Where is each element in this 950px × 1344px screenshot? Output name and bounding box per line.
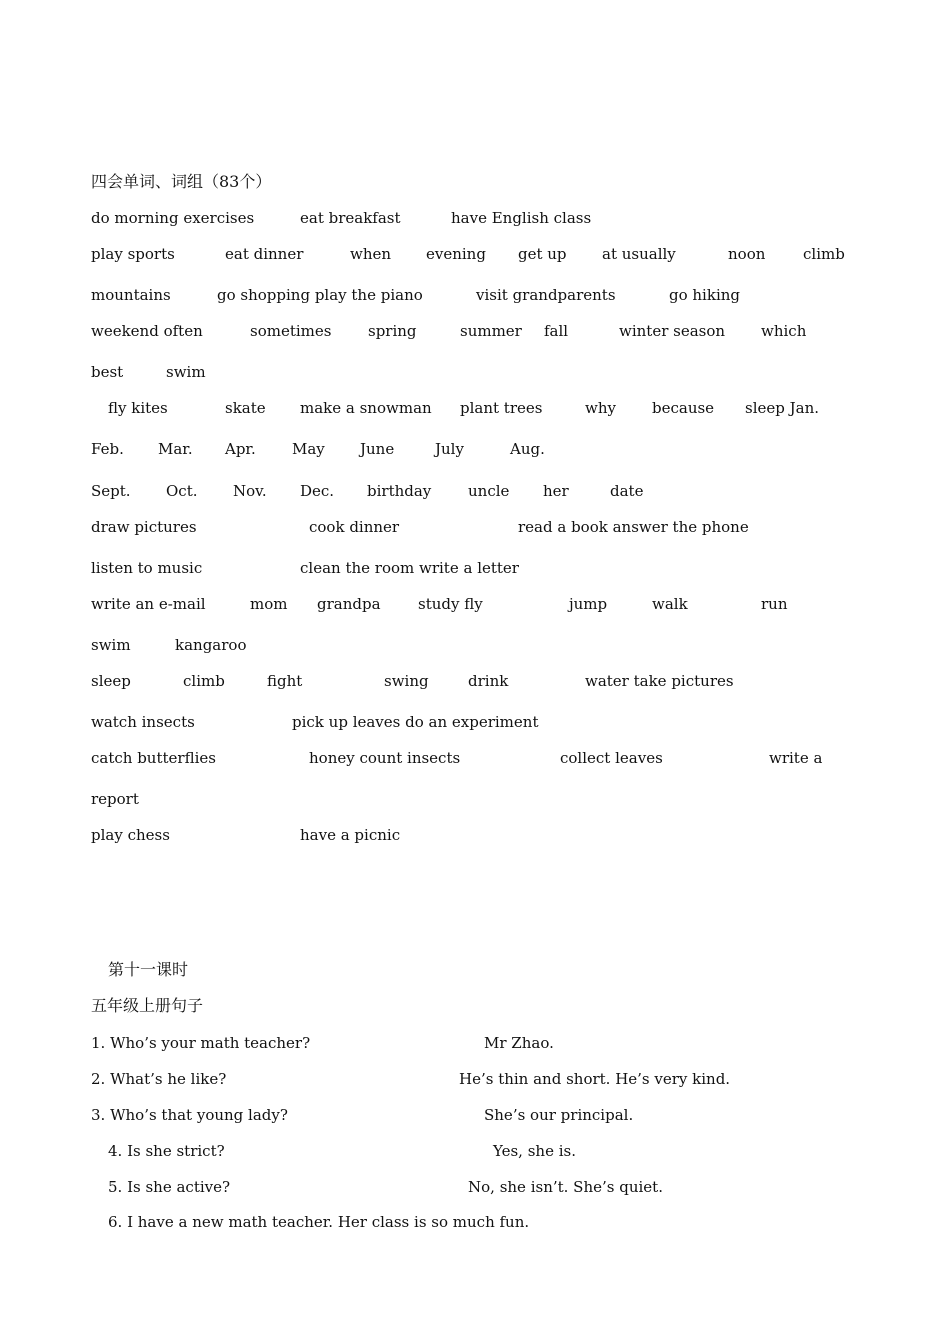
sentence-question: 6. I have a new math teacher. Her class is so much fun. bbox=[108, 1213, 530, 1231]
vocab-item: because bbox=[652, 399, 715, 417]
vocab-item: eat dinner bbox=[225, 245, 304, 263]
vocab-item: run bbox=[761, 595, 788, 613]
vocab-item: write a bbox=[769, 749, 823, 767]
vocab-item: weekend often bbox=[91, 322, 203, 340]
sentence-question: 3. Who’s that young lady? bbox=[91, 1106, 288, 1124]
vocab-item: report bbox=[91, 790, 139, 808]
vocab-item: summer bbox=[460, 322, 522, 340]
vocab-item: why bbox=[585, 399, 616, 417]
vocab-item: have a picnic bbox=[300, 826, 401, 844]
sentences-heading: 五年级上册句子 bbox=[91, 996, 204, 1015]
vocab-item: swing bbox=[384, 672, 429, 690]
vocab-item: Apr. bbox=[225, 440, 256, 458]
vocab-heading: 四会单词、词组（83个） bbox=[91, 172, 272, 191]
vocab-item: Sept. bbox=[91, 482, 131, 500]
vocab-item: have English class bbox=[451, 209, 592, 227]
vocab-item: spring bbox=[368, 322, 417, 340]
vocab-item: fight bbox=[267, 672, 303, 690]
lesson-title: 第十一课时 bbox=[108, 960, 189, 979]
vocab-item: sleep bbox=[91, 672, 131, 690]
vocab-item: fly kites bbox=[108, 399, 168, 417]
vocab-item: Dec. bbox=[300, 482, 335, 500]
vocab-item: climb bbox=[183, 672, 225, 690]
vocab-item: best bbox=[91, 363, 124, 381]
sentence-answer: No, she isn’t. She’s quiet. bbox=[468, 1178, 663, 1196]
vocab-item: swim bbox=[91, 636, 131, 654]
vocab-item: when bbox=[350, 245, 392, 263]
vocab-item: pick up leaves do an experiment bbox=[292, 713, 539, 731]
sentence-question: 5. Is she active? bbox=[108, 1178, 231, 1196]
vocab-item: skate bbox=[225, 399, 266, 417]
sentence-answer: He’s thin and short. He’s very kind. bbox=[459, 1070, 731, 1088]
sentence-question: 1. Who’s your math teacher? bbox=[91, 1034, 311, 1052]
vocab-item: catch butterflies bbox=[91, 749, 216, 767]
vocab-item: evening bbox=[426, 245, 486, 263]
vocab-item: Aug. bbox=[510, 440, 545, 458]
sentence-answer: She’s our principal. bbox=[484, 1106, 634, 1124]
vocab-item: drink bbox=[468, 672, 509, 690]
sentence-answer: Yes, she is. bbox=[493, 1142, 576, 1160]
vocab-item: fall bbox=[544, 322, 569, 340]
sentence-question: 4. Is she strict? bbox=[108, 1142, 225, 1160]
vocab-item: water take pictures bbox=[585, 672, 734, 690]
vocab-item: make a snowman bbox=[300, 399, 432, 417]
vocab-item: eat breakfast bbox=[300, 209, 401, 227]
vocab-item: at usually bbox=[602, 245, 676, 263]
vocab-item: listen to music bbox=[91, 559, 203, 577]
vocab-item: sleep Jan. bbox=[745, 399, 820, 417]
vocab-item: swim bbox=[166, 363, 206, 381]
vocab-item: walk bbox=[652, 595, 688, 613]
vocab-item: mountains bbox=[91, 286, 171, 304]
vocab-item: Nov. bbox=[233, 482, 267, 500]
vocab-item: go hiking bbox=[669, 286, 741, 304]
vocab-item: do morning exercises bbox=[91, 209, 255, 227]
vocab-item: collect leaves bbox=[560, 749, 663, 767]
vocab-item: plant trees bbox=[460, 399, 543, 417]
vocab-item: watch insects bbox=[91, 713, 195, 731]
sentence-answer: Mr Zhao. bbox=[484, 1034, 554, 1052]
vocab-item: get up bbox=[518, 245, 567, 263]
vocab-item: clean the room write a letter bbox=[300, 559, 519, 577]
vocab-item: June bbox=[360, 440, 395, 458]
vocab-item: honey count insects bbox=[309, 749, 461, 767]
vocab-item: write an e-mail bbox=[91, 595, 206, 613]
vocab-item: play sports bbox=[91, 245, 175, 263]
vocab-item: which bbox=[761, 322, 807, 340]
vocab-item: Mar. bbox=[158, 440, 193, 458]
vocab-item: read a book answer the phone bbox=[518, 518, 749, 536]
vocab-item: play chess bbox=[91, 826, 170, 844]
vocab-item: winter season bbox=[619, 322, 726, 340]
vocab-item: draw pictures bbox=[91, 518, 197, 536]
vocab-item: July bbox=[435, 440, 464, 458]
vocab-item: Oct. bbox=[166, 482, 198, 500]
vocab-item: her bbox=[543, 482, 569, 500]
vocab-item: visit grandparents bbox=[476, 286, 616, 304]
vocab-item: mom bbox=[250, 595, 288, 613]
vocab-item: May bbox=[292, 440, 325, 458]
vocab-item: uncle bbox=[468, 482, 510, 500]
vocab-item: birthday bbox=[367, 482, 432, 500]
vocab-item: Feb. bbox=[91, 440, 124, 458]
vocab-item: climb bbox=[803, 245, 845, 263]
sentence-question: 2. What’s he like? bbox=[91, 1070, 227, 1088]
vocab-item: cook dinner bbox=[309, 518, 400, 536]
vocab-item: go shopping play the piano bbox=[217, 286, 423, 304]
vocab-item: sometimes bbox=[250, 322, 332, 340]
vocab-item: date bbox=[610, 482, 644, 500]
vocab-item: study fly bbox=[418, 595, 483, 613]
vocab-item: jump bbox=[569, 595, 608, 613]
vocab-item: noon bbox=[728, 245, 766, 263]
vocab-item: kangaroo bbox=[175, 636, 247, 654]
vocab-item: grandpa bbox=[317, 595, 381, 613]
